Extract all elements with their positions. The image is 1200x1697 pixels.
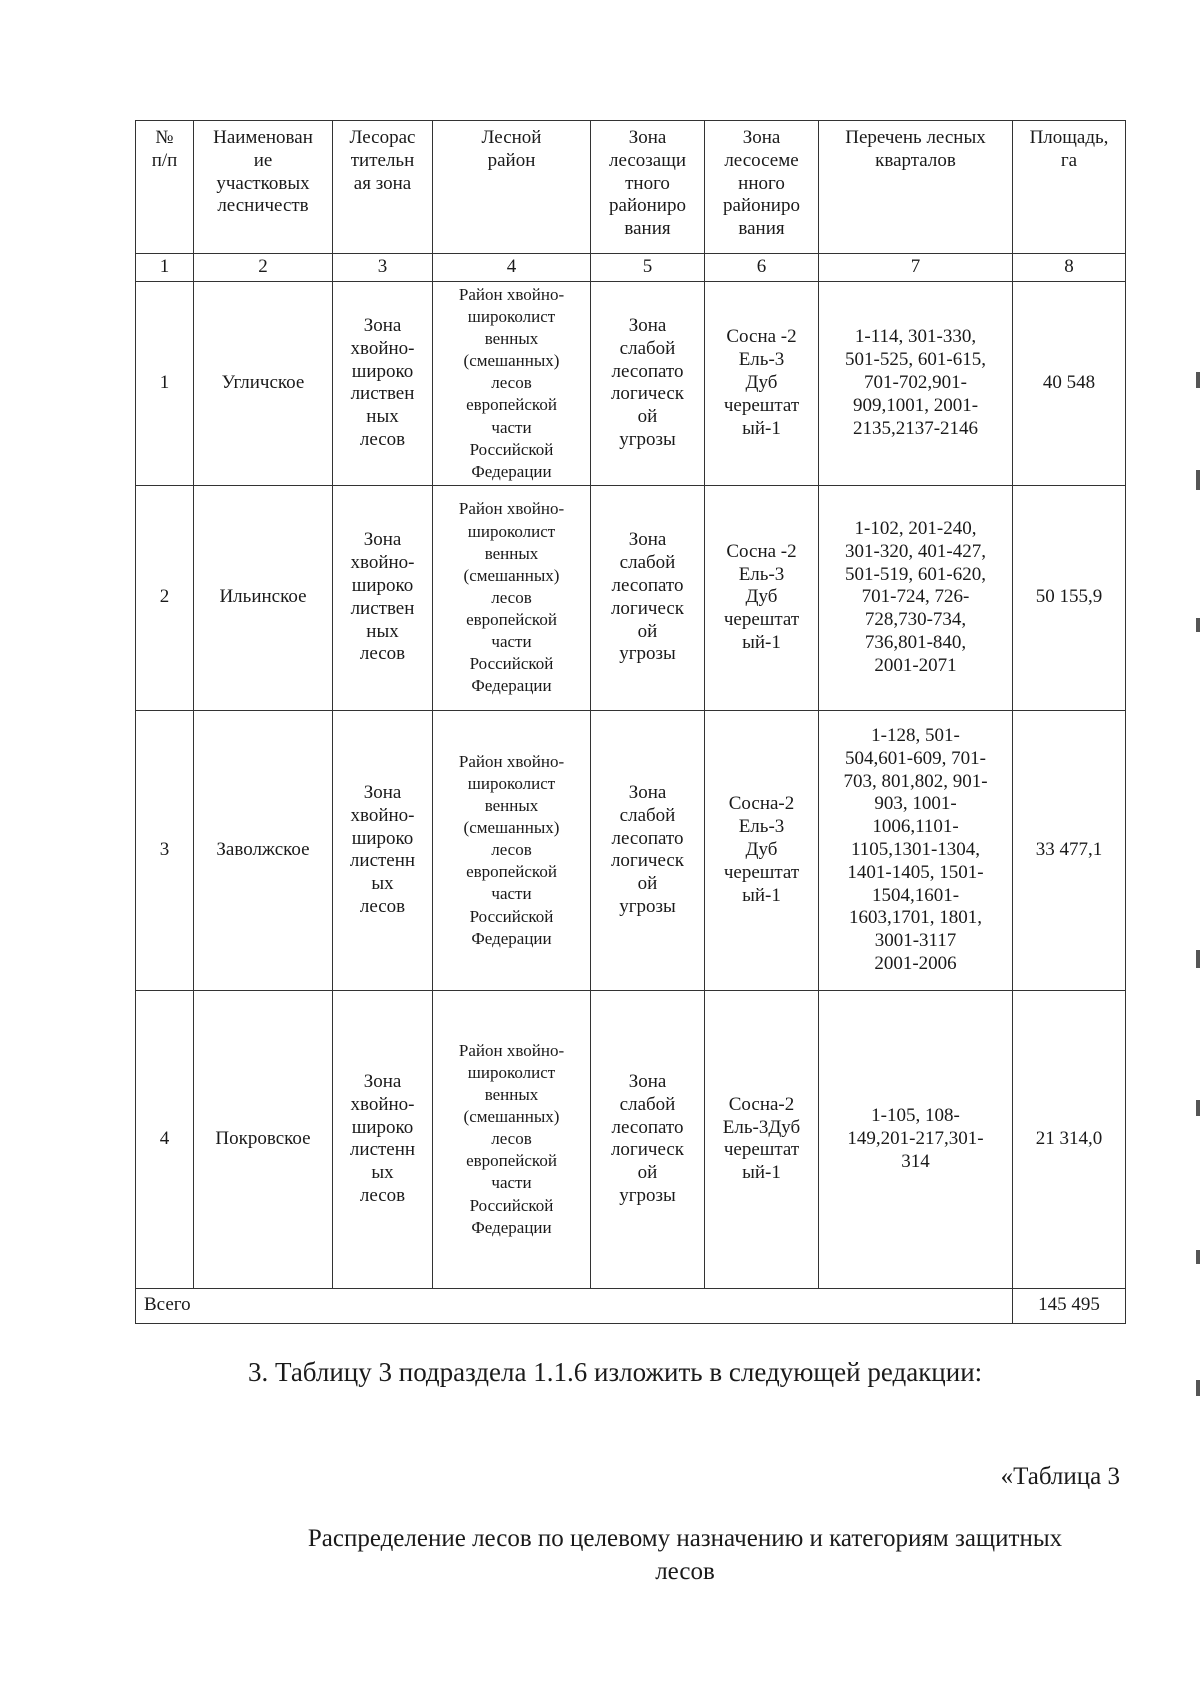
scan-edge-mark (1196, 1250, 1200, 1264)
seed-zone: Сосна-2 Ель-3Дуб черештат ый-1 (705, 990, 819, 1288)
section-heading: 3. Таблицу 3 подраздела 1.1.6 изложить в следующей редакции: (248, 1357, 983, 1387)
column-number: 6 (705, 254, 819, 282)
forest-district: Район хвойно- ширoколист венных (смешанных) лесов европейской части Российской Федерации (433, 282, 591, 486)
protection-zone: Зона слабой лесопато логическ ой угрозы (591, 282, 705, 486)
quarters-list: 1-114, 301-330, 501-525, 601-615, 701-702,901- 909,1001, 2001- 2135,2137-2146 (819, 282, 1013, 486)
column-number: 1 (136, 254, 194, 282)
header-quarters-list: Перечень лесных кварталов (819, 121, 1013, 254)
quarters-list: 1-128, 501- 504,601-609, 701- 703, 801,802, 901- 903, 1001- 1006,1101- 1105,1301-1304, 1401-1405, 1501- 1504,1601- 1603,1701, 1801, 3001-3117 2001-2006 (819, 710, 1013, 990)
protection-zone: Зона слабой лесопато логическ ой угрозы (591, 990, 705, 1288)
distribution-title: Распределение лесов по целевому назначению и категориям защитных лесов (307, 1525, 1063, 1585)
column-number: 4 (433, 254, 591, 282)
table-row (136, 485, 1126, 710)
forestry-name: Покровское (194, 990, 333, 1288)
forestry-table (135, 120, 1126, 1324)
table-row (136, 710, 1126, 990)
header-vegetation-zone: Лесорас тительн ая зона (333, 121, 433, 254)
vegetation-zone: Зона хвойно- широко листенн ых лесов (333, 990, 433, 1288)
column-numbers-row (136, 254, 1126, 282)
seed-zone: Сосна -2 Ель-3 Дуб черештат ый-1 (705, 282, 819, 486)
table-row (136, 282, 1126, 486)
row-number: 2 (136, 485, 194, 710)
forestry-name: Ильинское (194, 485, 333, 710)
protection-zone: Зона слабой лесопато логическ ой угрозы (591, 485, 705, 710)
header-area: Площадь, га (1013, 121, 1126, 254)
area-value: 21 314,0 (1013, 990, 1126, 1288)
scan-edge-mark (1196, 470, 1200, 490)
quarters-list: 1-102, 201-240, 301-320, 401-427, 501-519, 601-620, 701-724, 726- 728,730-734, 736,801-840, 2001-2071 (819, 485, 1013, 710)
column-number: 2 (194, 254, 333, 282)
scan-edge-mark (1196, 618, 1200, 632)
area-value: 50 155,9 (1013, 485, 1126, 710)
table-header-row (136, 121, 1126, 254)
forest-district: Район хвойно- ширoколист венных (смешанных) лесов европейской части Российской Федерации (433, 990, 591, 1288)
vegetation-zone: Зона хвойно- широко листенн ых лесов (333, 710, 433, 990)
row-number: 1 (136, 282, 194, 486)
scan-edge-mark (1196, 1100, 1200, 1116)
table-label: «Таблица 3 (1000, 1463, 1120, 1490)
header-number: № п/п (136, 121, 194, 254)
seed-zone: Сосна -2 Ель-3 Дуб черештат ый-1 (705, 485, 819, 710)
column-number: 3 (333, 254, 433, 282)
seed-zone: Сосна-2 Ель-3 Дуб черештат ый-1 (705, 710, 819, 990)
scan-edge-mark (1196, 950, 1200, 968)
forestry-name: Угличское (194, 282, 333, 486)
scan-edge-mark (1196, 372, 1200, 388)
scan-edge-mark (1196, 1380, 1200, 1396)
total-value: 145 495 (1013, 1288, 1126, 1323)
column-number: 8 (1013, 254, 1126, 282)
total-row (136, 1288, 1126, 1323)
quarters-list: 1-105, 108- 149,201-217,301- 314 (819, 990, 1013, 1288)
area-value: 33 477,1 (1013, 710, 1126, 990)
forestry-name: Заволжское (194, 710, 333, 990)
forestry-table-container (135, 120, 1125, 1324)
vegetation-zone: Зона хвойно- широко листвен ных лесов (333, 282, 433, 486)
total-label: Всего (136, 1288, 1013, 1323)
forest-district: Район хвойно- ширoколист венных (смешанных) лесов европейской части Российской Федерации (433, 710, 591, 990)
row-number: 4 (136, 990, 194, 1288)
protection-zone: Зона слабой лесопато логическ ой угрозы (591, 710, 705, 990)
column-number: 7 (819, 254, 1013, 282)
row-number: 3 (136, 710, 194, 990)
header-seed-zone: Зона лесосеме нного райониро вания (705, 121, 819, 254)
vegetation-zone: Зона хвойно- широко листвен ных лесов (333, 485, 433, 710)
header-forestry-name: Наименован ие участковых лесничеств (194, 121, 333, 254)
column-number: 5 (591, 254, 705, 282)
forest-district: Район хвойно- ширoколист венных (смешанных) лесов европейской части Российской Федерации (433, 485, 591, 710)
table-row (136, 990, 1126, 1288)
area-value: 40 548 (1013, 282, 1126, 486)
header-protection-zone: Зона лесозащи тного райониро вания (591, 121, 705, 254)
header-forest-district: Лесной район (433, 121, 591, 254)
